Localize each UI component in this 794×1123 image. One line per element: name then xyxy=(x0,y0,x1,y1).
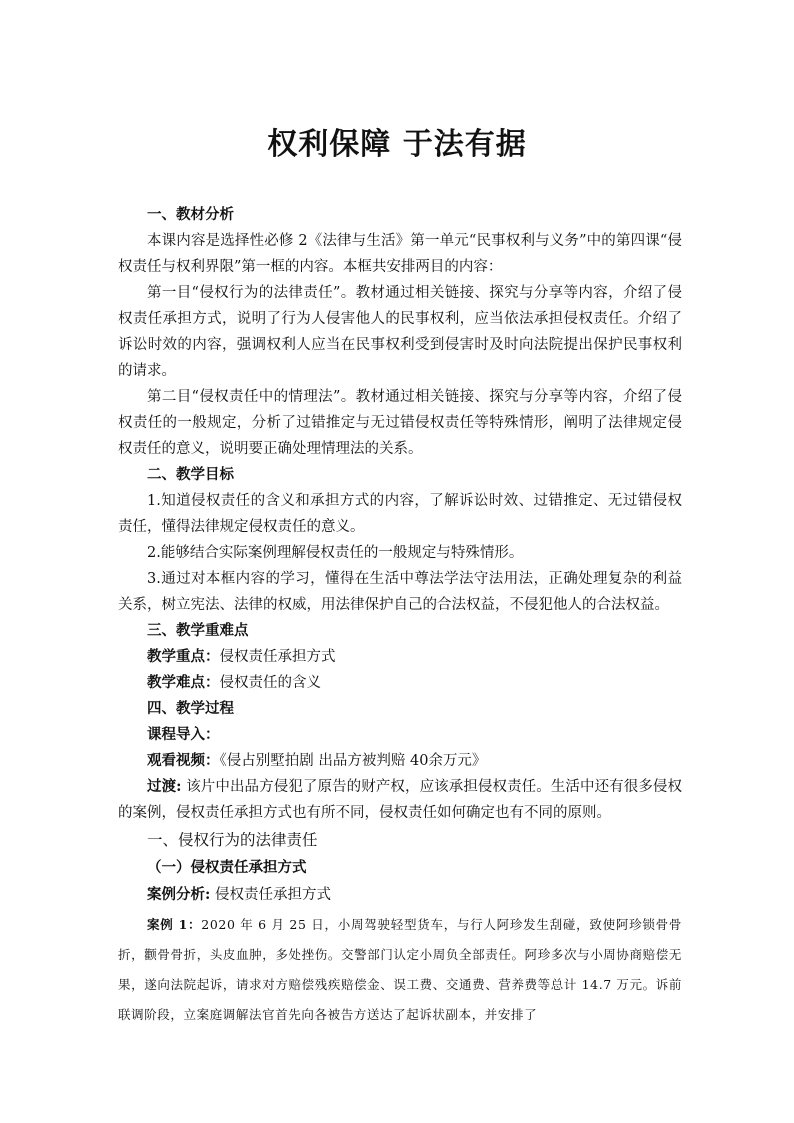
case-analysis-text: 侵权责任承担方式 xyxy=(210,887,331,903)
document-body xyxy=(118,202,682,1030)
difficulty-text: 侵权责任的含义 xyxy=(219,675,321,691)
goal-item: 2.能够结合实际案例理解侵权责任的一般规定与特殊情形。 xyxy=(147,545,524,561)
case-analysis-line xyxy=(118,882,682,908)
section-heading-goals: 二、教学目标 xyxy=(147,466,234,483)
key-point-text: 侵权责任承担方式 xyxy=(219,649,336,665)
lesson-intro: 课程导入： xyxy=(147,726,220,743)
part-heading: 一、侵权行为的法律责任 xyxy=(147,831,318,849)
case-one-label: 案例 1： xyxy=(147,917,202,932)
paragraph: 第一目“侵权行为的法律责任”。教材通过相关链接、探究与分享等内容，介绍了侵权责任承担方式，说明了行为人侵害他人的民事权利，应当依法承担侵权责任。介绍了诉讼时效的内容，强调权利人应当在民事权利受到侵害时及时向法院提出保护民事权利的请求。 xyxy=(118,285,682,379)
video-label: 观看视频： xyxy=(147,752,220,769)
video-title: 《侵占别墅拍剧 出品方被判赔 40余万元》 xyxy=(219,753,487,769)
paragraph: 第二目“侵权责任中的情理法”。教材通过相关链接、探究与分享等内容，介绍了侵权责任的一般规定，分析了过错推定与无过错侵权责任等特殊情形，阐明了法律规定侵权责任的意义，说明要正确处理情理法的关系。 xyxy=(118,389,682,457)
transition-text: 该片中出品方侵犯了原告的财产权，应该承担侵权责任。生活中还有很多侵权的案例，侵权责任承担方式也有所不同，侵权责任如何确定也有不同的原则。 xyxy=(118,779,683,821)
transition-label: 过渡: xyxy=(147,778,182,795)
section-heading-analysis: 一、教材分析 xyxy=(147,206,234,223)
section-heading-keypoints: 三、教学重难点 xyxy=(147,622,249,639)
difficulty-line xyxy=(118,670,682,696)
key-point-line xyxy=(118,644,682,670)
document-title: 权利保障 于法有据 xyxy=(267,127,527,162)
case-one-paragraph xyxy=(118,910,682,1030)
goal-item: 1.知道侵权责任的含义和承担方式的内容，了解诉讼时效、过错推定、无过错侵权责任，懂得法律规定侵权责任的意义。 xyxy=(118,493,682,535)
difficulty-label: 教学难点： xyxy=(147,674,220,691)
goal-item: 3.通过对本框内容的学习，懂得在生活中尊法学法守法用法，正确处理复杂的利益关系，树立宪法、法律的权威，用法律保护自己的合法权益，不侵犯他人的合法权益。 xyxy=(118,571,682,613)
transition-paragraph xyxy=(118,774,682,826)
key-point-label: 教学重点： xyxy=(147,648,220,665)
sub-heading: （一）侵权责任承担方式 xyxy=(147,859,307,876)
paragraph: 本课内容是选择性必修 2《法律与生活》第一单元“民事权利与义务”中的第四课“侵权责任与权利界限”第一框的内容。本框共安排两目的内容： xyxy=(118,233,682,275)
video-line xyxy=(118,748,682,774)
case-analysis-label: 案例分析: xyxy=(147,886,211,903)
section-heading-process: 四、教学过程 xyxy=(147,700,234,717)
case-one-text: 2020 年 6 月 25 日，小周驾驶轻型货车，与行人阿珍发生刮碰，致使阿珍锁骨骨折，颧骨骨折，头皮血肿，多处挫伤。交警部门认定小周负全部责任。阿珍多次与小周协商赔偿无果，遂向法院起诉，请求对方赔偿残疾赔偿金、误工费、交通费、营养费等总计 14.7 万元。诉前联调阶段，立案庭调解法官首先向各被告方送达了起诉状副本，并安排了 xyxy=(118,917,682,1022)
